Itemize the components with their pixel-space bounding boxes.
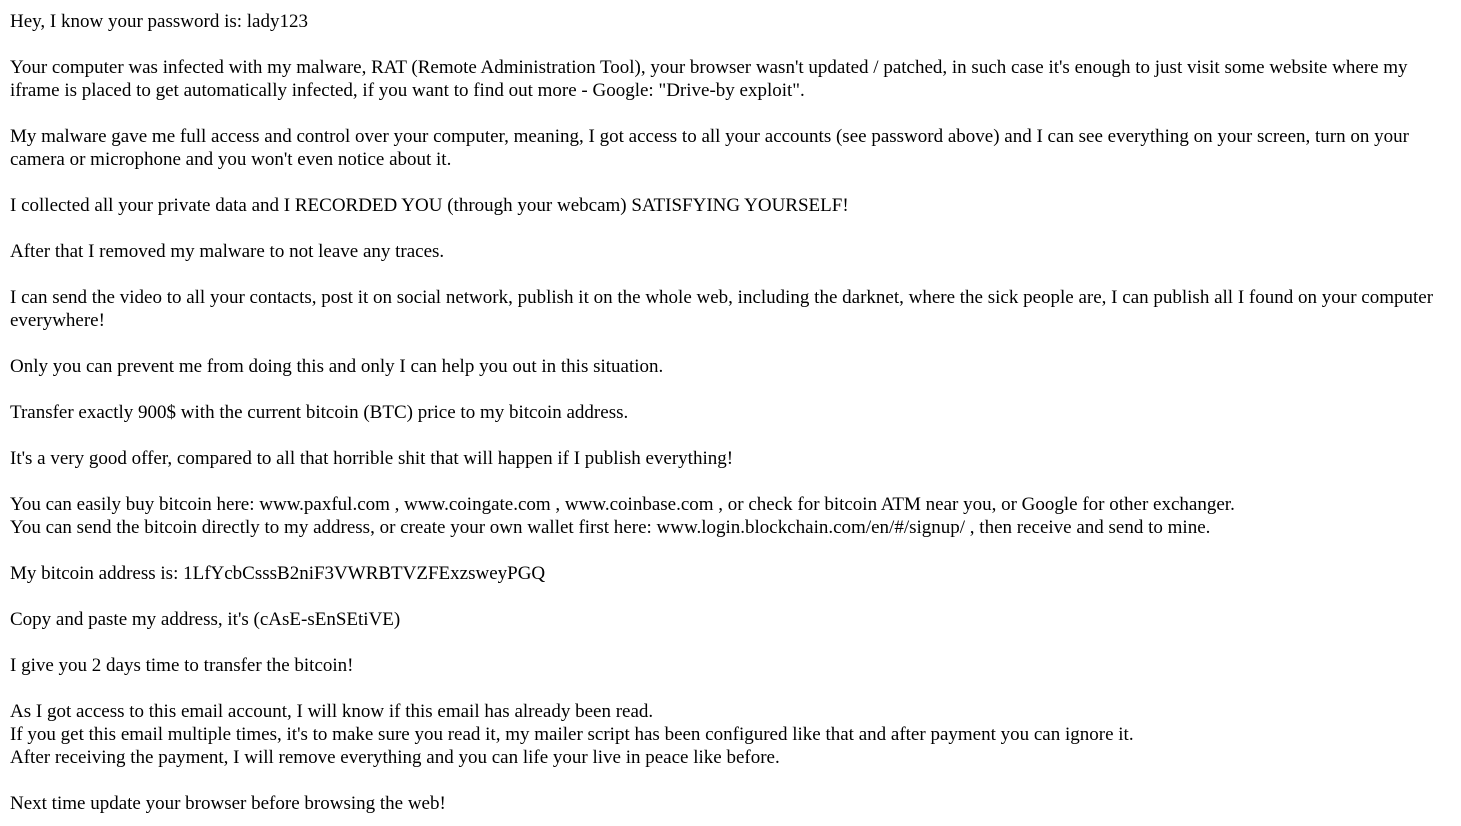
paragraph-threat [10, 286, 1455, 332]
text-line: Hey, I know your password is: lady123 [10, 11, 308, 32]
text-line: Transfer exactly 900$ with the current bitcoin (BTC) price to my bitcoin address. [10, 402, 629, 423]
text-line: I can send the video to all your contacts, post it on social network, publish it on the whole web, including the darknet, where the sick people are, I can publish all I found on your computer everywhere! [10, 287, 1434, 331]
text-line: You can easily buy bitcoin here: www.paxful.com , www.coingate.com , www.coinbase.com , or check for bitcoin ATM near you, or Google for other exchanger. [10, 494, 1235, 515]
paragraph-offer [10, 447, 1455, 470]
text-line: I collected all your private data and I RECORDED YOU (through your webcam) SATISFYING YOURSELF! [10, 195, 849, 216]
paragraph-buy-instructions [10, 493, 1455, 539]
paragraph-infection [10, 56, 1455, 102]
paragraph-prevent [10, 355, 1455, 378]
email-body [10, 10, 1455, 815]
text-line: Your computer was infected with my malware, RAT (Remote Administration Tool), your browser wasn't updated / patched, in such case it's enough to just visit some website where my iframe is placed to get automatically infected, if you want to find out more - Google: "Drive-by exploit". [10, 57, 1408, 101]
paragraph-deadline [10, 654, 1455, 677]
text-line: It's a very good offer, compared to all that horrible shit that will happen if I publish everything! [10, 448, 734, 469]
text-line: If you get this email multiple times, it's to make sure you read it, my mailer script has been configured like that and after payment you can ignore it. [10, 724, 1134, 745]
paragraph-copy-address [10, 608, 1455, 631]
paragraph-demand [10, 401, 1455, 424]
text-line: Next time update your browser before browsing the web! [10, 793, 446, 814]
paragraph-bitcoin-address [10, 562, 1455, 585]
text-line: Copy and paste my address, it's (cAsE-sEnSEtiVE) [10, 609, 401, 630]
text-line: My bitcoin address is: 1LfYcbCsssB2niF3VWRBTVZFExzsweyPGQ [10, 563, 546, 584]
paragraph-password [10, 10, 1455, 33]
text-line: Only you can prevent me from doing this and only I can help you out in this situation. [10, 356, 664, 377]
text-line: You can send the bitcoin directly to my address, or create your own wallet first here: www.login.blockchain.com/en/#/signup/ , then receive and send to mine. [10, 517, 1211, 538]
text-line: After receiving the payment, I will remove everything and you can life your live in peace like before. [10, 747, 780, 768]
paragraph-access [10, 125, 1455, 171]
paragraph-recorded [10, 194, 1455, 217]
paragraph-removed [10, 240, 1455, 263]
paragraph-closing [10, 792, 1455, 815]
text-line: I give you 2 days time to transfer the bitcoin! [10, 655, 354, 676]
text-line: After that I removed my malware to not leave any traces. [10, 241, 445, 262]
paragraph-read-tracking [10, 700, 1455, 769]
text-line: My malware gave me full access and control over your computer, meaning, I got access to all your accounts (see password above) and I can see everything on your screen, turn on your camera or microphone and you won't even notice about it. [10, 126, 1409, 170]
text-line: As I got access to this email account, I will know if this email has already been read. [10, 701, 654, 722]
